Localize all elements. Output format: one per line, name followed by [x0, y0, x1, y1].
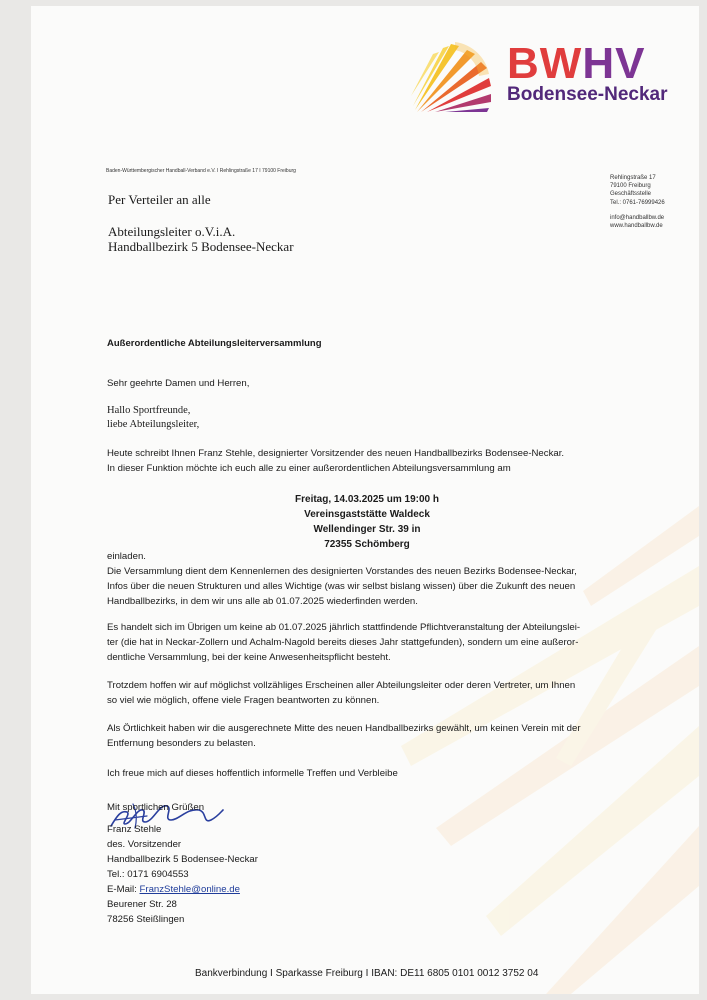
signoff-street: Beurener Str. 28: [107, 899, 177, 910]
event-date: Freitag, 14.03.2025 um 19:00 h: [295, 494, 439, 505]
signoff-phone: Tel.: 0171 6904553: [107, 869, 189, 880]
brand-part-hv: HV: [582, 39, 646, 88]
intro-line-2: In dieser Funktion möchte ich euch alle zu einer außerordentlichen Abteilungsversammlung am: [107, 463, 511, 474]
brand-name: [507, 39, 646, 88]
intro-paragraph: [107, 446, 564, 476]
bwhv-logo-icon: [409, 36, 493, 112]
recipient-line-3: Handballbezirk 5 Bodensee-Neckar: [108, 239, 294, 254]
para3-line-1: Trotzdem hoffen wir auf möglichst vollzähliges Erscheinen aller Abteilungsleiter oder deren Vertreter, um Ihnen: [107, 680, 576, 691]
contact-street: Rehlingstraße 17: [610, 175, 656, 181]
para4-line-2: Entfernung besonders zu belasten.: [107, 738, 256, 749]
contact-block: [610, 174, 665, 230]
contact-office: Geschäftsstelle: [610, 191, 652, 198]
intro-line-1: Heute schreibt Ihnen Franz Stehle, designierter Vorsitzender des neuen Handballbezirks Bodensee-Neckar.: [107, 448, 565, 459]
event-details: [256, 492, 478, 552]
signoff-email-line: [107, 882, 258, 897]
sender-line: Baden-Württembergischer Handball-Verband e.V. I Rehlingstraße 17 I 79100 Freiburg: [106, 168, 296, 174]
para1-line-4: Handballbezirks, in dem wir uns alle ab 01.07.2025 wiederfinden werden.: [107, 596, 418, 607]
contact-email: info@handballbw.de: [610, 214, 665, 221]
contact-web: www.handballbw.de: [610, 223, 663, 230]
paragraph-purpose: [107, 549, 577, 609]
signoff-email-label: E-Mail:: [107, 884, 140, 895]
para2-line-2: ter (die hat in Neckar-Zollern und Achalm-Nagold bereits dieses Jahr stattgefunden), sondern um eine außeror-: [107, 637, 579, 648]
para2-line-3: dentliche Versammlung, bei der keine Anwesenheitspflicht besteht.: [107, 652, 391, 663]
greeting-line-1: Hallo Sportfreunde,: [107, 405, 191, 416]
letter-subject: Außerordentliche Abteilungsleiterversammlung: [107, 338, 322, 349]
signoff-email-link[interactable]: FranzStehle@online.de: [139, 884, 240, 895]
contact-city: 79100 Freiburg: [610, 183, 651, 190]
signoff-org: Handballbezirk 5 Bodensee-Neckar: [107, 854, 258, 865]
signoff-block: [107, 800, 258, 927]
salutation: Sehr geehrte Damen und Herren,: [107, 378, 250, 389]
para3-line-2: so viel wie möglich, offene viele Fragen beantworten zu können.: [107, 695, 380, 706]
paragraph-closing: Ich freue mich auf dieses hoffentlich informelle Treffen und Verbleibe: [107, 768, 398, 779]
event-street: Wellendinger Str. 39 in: [313, 524, 421, 535]
recipient-line-1: Per Verteiler an alle: [108, 192, 211, 207]
paragraph-location: [107, 721, 581, 751]
recipient-line-2: Abteilungsleiter o.V.i.A.: [108, 224, 236, 239]
brand-subtitle: Bodensee-Neckar: [507, 84, 668, 105]
paragraph-not-mandatory: [107, 620, 580, 665]
letter-page: [31, 6, 699, 994]
para2-line-1: Es handelt sich im Übrigen um keine ab 01.07.2025 jährlich stattfindende Pflichtveranstaltung der Abteilungslei-: [107, 622, 581, 633]
para1-line-3: Infos über die neuen Strukturen und alles Wichtige (was wir selbst bislang wissen) über die Zukunft des neuen: [107, 581, 576, 592]
contact-phone: Tel.: 0761-76999426: [610, 199, 665, 206]
footer-bank-details: Bankverbindung I Sparkasse Freiburg I IBAN: DE11 6805 0101 0012 3752 04: [195, 968, 539, 979]
signoff-name: Franz Stehle: [107, 824, 162, 835]
brand-part-bw: BW: [507, 39, 583, 88]
greeting-line-2: liebe Abteilungsleiter,: [107, 419, 200, 430]
para1-line-2: Die Versammlung dient dem Kennenlernen des designierten Vorstandes des neuen Bezirks Bodensee-Neckar,: [107, 566, 577, 577]
greeting: [107, 404, 199, 432]
para4-line-1: Als Örtlichkeit haben wir die ausgerechnete Mitte des neuen Handballbezirks gewählt, um keinen Verein mit der: [107, 723, 581, 734]
signoff-city: 78256 Steißlingen: [107, 914, 185, 925]
event-venue: Vereinsgaststätte Waldeck: [304, 509, 430, 520]
event-city: 72355 Schömberg: [324, 539, 410, 550]
signoff-closing: Mit sportlichen Grüßen: [107, 802, 205, 813]
signoff-role: des. Vorsitzender: [107, 839, 182, 850]
para1-line-1: einladen.: [107, 551, 146, 562]
paragraph-attendance: [107, 678, 575, 708]
